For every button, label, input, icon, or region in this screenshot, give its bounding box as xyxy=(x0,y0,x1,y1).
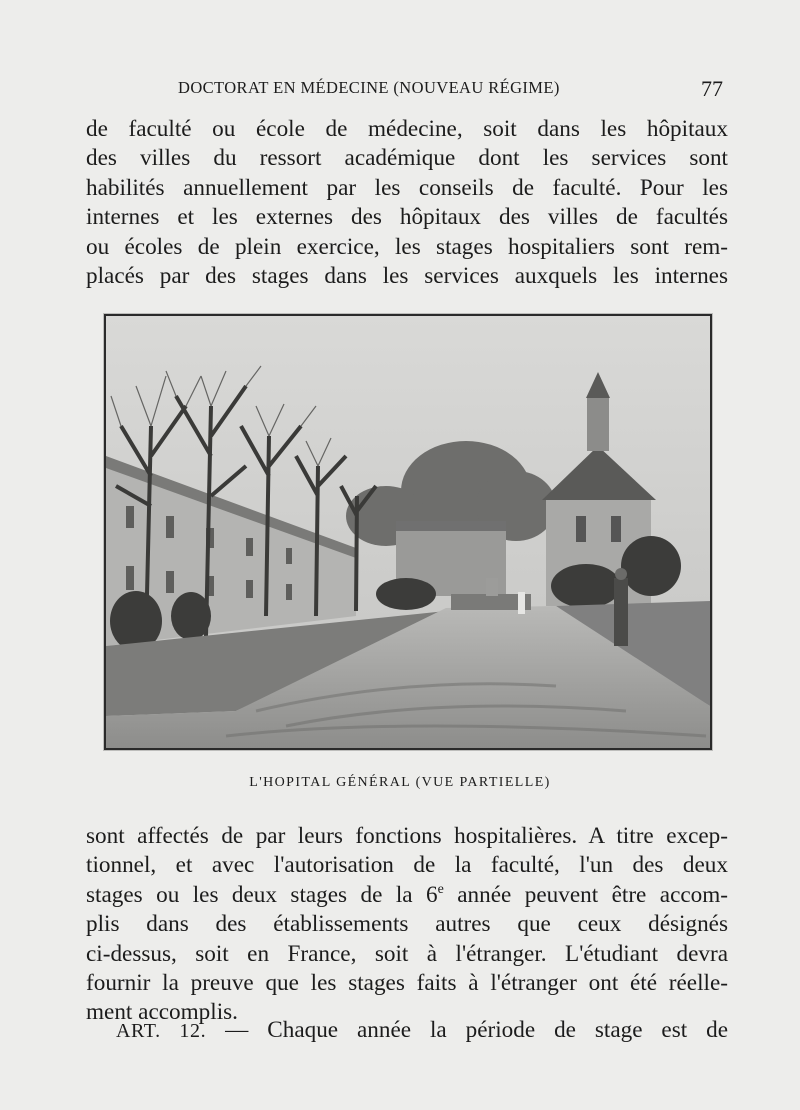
paragraph-3 xyxy=(116,1016,728,1046)
article-text: — Chaque année la période de stage est de xyxy=(206,1017,728,1043)
ordinal-number: 6 xyxy=(426,881,438,908)
article-label: ART. 12. xyxy=(116,1020,207,1042)
text-line: ci-dessus, soit en France, soit à l'étranger. L'étudiant devra xyxy=(86,940,728,967)
text-line: habilités annuellement par les conseils de faculté. Pour les xyxy=(86,174,728,201)
paragraph-1 xyxy=(86,115,728,291)
text-line: ment accomplis. xyxy=(86,999,238,1026)
page-number: 77 xyxy=(701,76,723,101)
text-line-with-ordinal xyxy=(86,881,728,910)
text-fragment: année peuvent être accom- xyxy=(443,881,728,908)
hospital-photograph xyxy=(104,314,712,750)
article-line xyxy=(116,1016,728,1046)
text-line: des villes du ressort académique dont les services sont xyxy=(86,145,728,172)
paragraph-2 xyxy=(86,822,728,1028)
text-line: tionnel, et avec l'autorisation de la faculté, l'un des deux xyxy=(86,852,728,879)
text-line: fournir la preuve que les stages faits à l'étranger ont été réelle- xyxy=(86,970,728,997)
page-header xyxy=(178,76,723,106)
text-line: de faculté ou école de médecine, soit dans les hôpitaux xyxy=(86,116,728,142)
text-line: sont affectés de par leurs fonctions hospitalières. A titre excep- xyxy=(86,823,728,849)
text-line: internes et les externes des hôpitaux des villes de facultés xyxy=(86,204,728,231)
text-fragment: stages ou les deux stages de la xyxy=(86,881,427,908)
text-line: plis dans des établissements autres que ceux désignés xyxy=(86,911,728,938)
running-head: DOCTORAT EN MÉDECINE (NOUVEAU RÉGIME) xyxy=(178,78,560,97)
text-line: ou écoles de plein exercice, les stages hospitaliers sont rem- xyxy=(86,233,728,260)
text-line: placés par des stages dans les services auxquels les internes xyxy=(86,263,728,290)
figure-caption: L'HOPITAL GÉNÉRAL (VUE PARTIELLE) xyxy=(249,775,551,790)
ordinal-superscript: e xyxy=(437,881,444,897)
photo-illustration xyxy=(106,316,710,748)
